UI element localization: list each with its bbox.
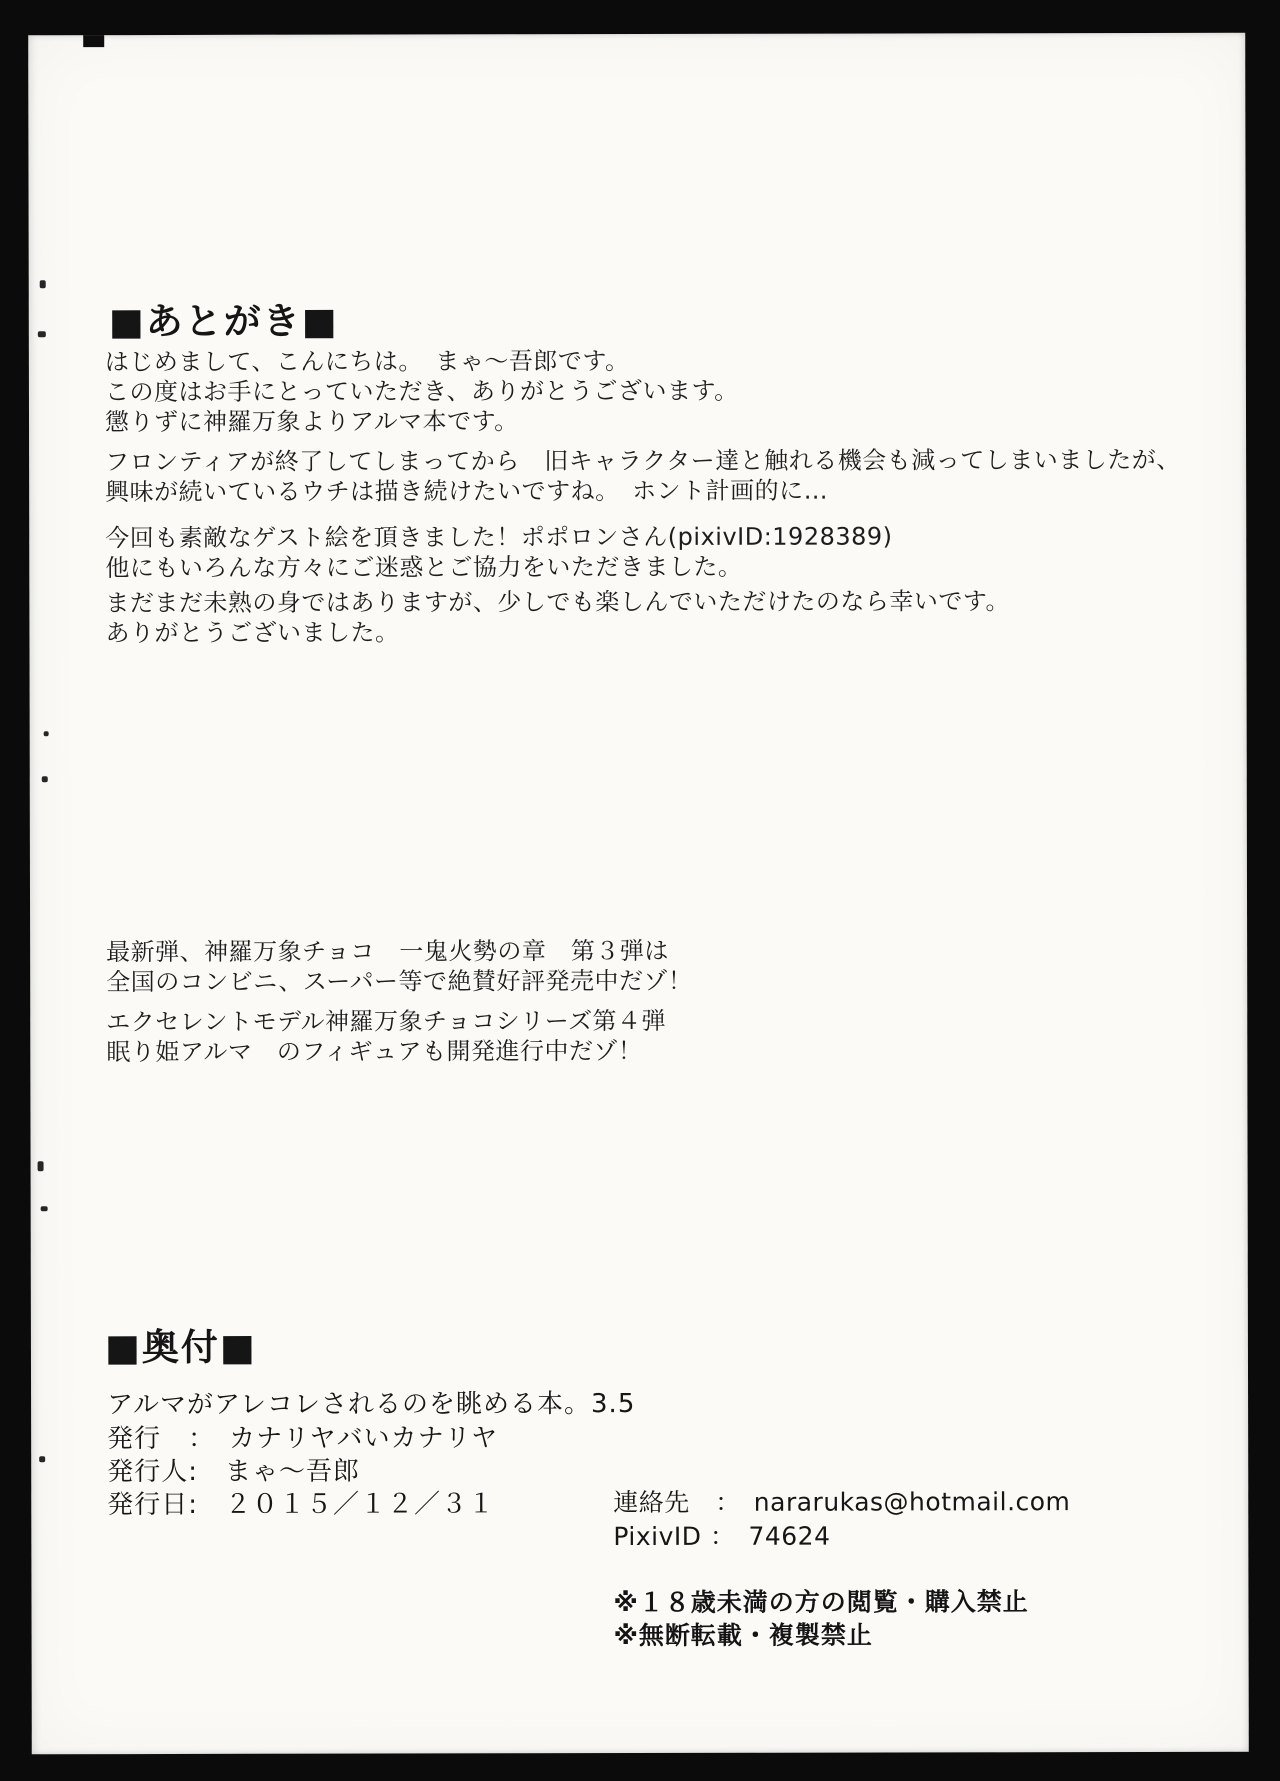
afterword-paragraph-thanks [105,586,1010,648]
afterword-heading: ■あとがき■ [108,299,339,344]
pixiv-id-row: PixivID ： 74624 [613,1521,831,1552]
scanned-page [28,33,1249,1755]
no-reproduction-notice: ※無断転載・複製禁止 [613,1620,873,1651]
text-line: エクセレントモデル神羅万象チョコシリーズ第４弾 [106,1006,667,1037]
scan-speck [38,331,46,337]
text-line: 興味が続いているウチは描き続けたいですね。 ホント計画的に… [105,476,829,507]
scan-edge-mark [83,35,104,47]
text-line: フロンティアが終了してしまってから 旧キャラクター達と触れる機会も減ってしまいましたが、 [105,445,1181,477]
colophon-heading: ■奥付■ [104,1325,257,1370]
publish-date-row: 発行日: ２０１５／１２／３１ [107,1489,496,1521]
colophon-publication-info [107,1388,636,1522]
scan-speck [40,280,46,288]
afterword-paragraph-choco-promo [106,936,692,997]
scan-speck [39,1456,45,1462]
contact-email-row: 連絡先 ： nararukas@hotmail.com [613,1487,1071,1518]
text-line: この度はお手にとっていただき、ありがとうございます。 [104,376,739,407]
scan-speck [41,1206,48,1211]
text-line: 今回も素敵なゲスト絵を頂きました！ポポロンさん(pixivID:1928389) [105,522,893,553]
age-restriction-notice: ※１８歳未満の方の閲覧・購入禁止 [613,1587,1029,1618]
publisher-row: 発行 ： カナリヤバいカナリヤ [107,1423,499,1455]
text-line: 他にもいろんな方々にご迷惑とご協力をいただきました。 [105,552,743,583]
text-line: 最新弾、神羅万象チョコ 一鬼火勢の章 第３弾は [106,936,669,967]
text-line: 全国のコンビニ、スーパー等で絶賛好評発売中だゾ！ [106,966,693,997]
afterword-paragraph-guest-art [105,521,892,583]
scan-speck [44,731,49,736]
text-line: 眠り姫アルマ のフィギュアも開発進行中だゾ！ [106,1036,643,1067]
text-line: はじめまして、こんにちは。 まゃ～吾郎です。 [104,347,630,377]
author-row: 発行人: まゃ～吾郎 [107,1456,361,1488]
text-line: ありがとうございました。 [105,618,400,648]
afterword-paragraph-frontier [105,445,1181,507]
afterword-paragraph-figure-promo [106,1006,666,1067]
book-title: アルマがアレコレされるのを眺める本。3.5 [107,1389,636,1421]
colophon-contact-info [613,1485,1070,1554]
text-line: まだまだ未熟の身ではありますが、少しでも楽しんでいただけたのなら幸いです。 [105,587,1010,618]
scan-speck [38,1161,44,1171]
text-line: 懲りずに神羅万象よりアルマ本です。 [104,407,519,437]
scan-speck [42,776,48,782]
afterword-paragraph-greeting [105,346,739,437]
colophon-notices [613,1585,1028,1652]
